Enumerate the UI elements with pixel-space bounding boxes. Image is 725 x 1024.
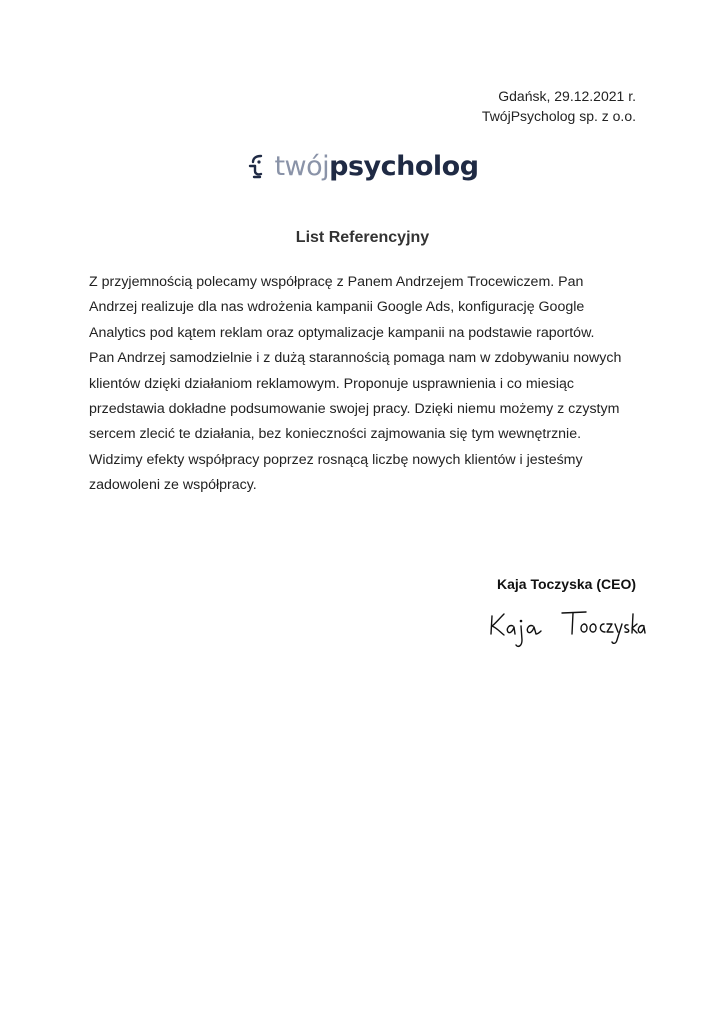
body-line: Widzimy efekty współpracy poprzez rosnącą liczbę nowych klientów i jesteśmy — [89, 451, 583, 468]
logo-text-dark: psycholog — [329, 151, 479, 182]
signer-name: Kaja Toczyska (CEO) — [496, 576, 636, 592]
body-line: Analytics pod kątem reklam oraz optymalizacje kampanii na podstawie raportów. — [89, 324, 595, 341]
document-title: List Referencyjny — [295, 229, 430, 246]
header-block — [482, 86, 636, 126]
body-line: sercem zlecić te działania, bez konieczności zajmowania się tym wewnętrznie. — [89, 426, 582, 443]
logo-text-light: twój — [274, 151, 330, 182]
company-logo — [0, 152, 725, 182]
body-line: przedstawia dokładne podsumowanie swojej pracy. Dzięki niemu możemy z czystym — [89, 401, 620, 418]
body-line: Andrzej realizuje dla nas wdrożenia kampanii Google Ads, konfigurację Google — [89, 299, 585, 316]
logo-face-icon — [246, 152, 270, 182]
letter-body — [89, 270, 645, 499]
body-line: zadowoleni ze współpracy. — [89, 477, 257, 494]
handwritten-signature — [486, 604, 646, 656]
body-line: Z przyjemnością polecamy współpracę z Panem Andrzejem Trocewiczem. Pan — [89, 274, 584, 290]
place-date: Gdańsk, 29.12.2021 r. — [498, 88, 636, 104]
body-line: klientów dzięki działaniom reklamowym. Proponuje usprawnienia i co miesiąc — [89, 375, 574, 392]
company-name: TwójPsycholog sp. z o.o. — [481, 108, 636, 124]
body-line: Pan Andrzej samodzielnie i z dużą starannością pomaga nam w zdobywaniu nowych — [89, 350, 622, 367]
